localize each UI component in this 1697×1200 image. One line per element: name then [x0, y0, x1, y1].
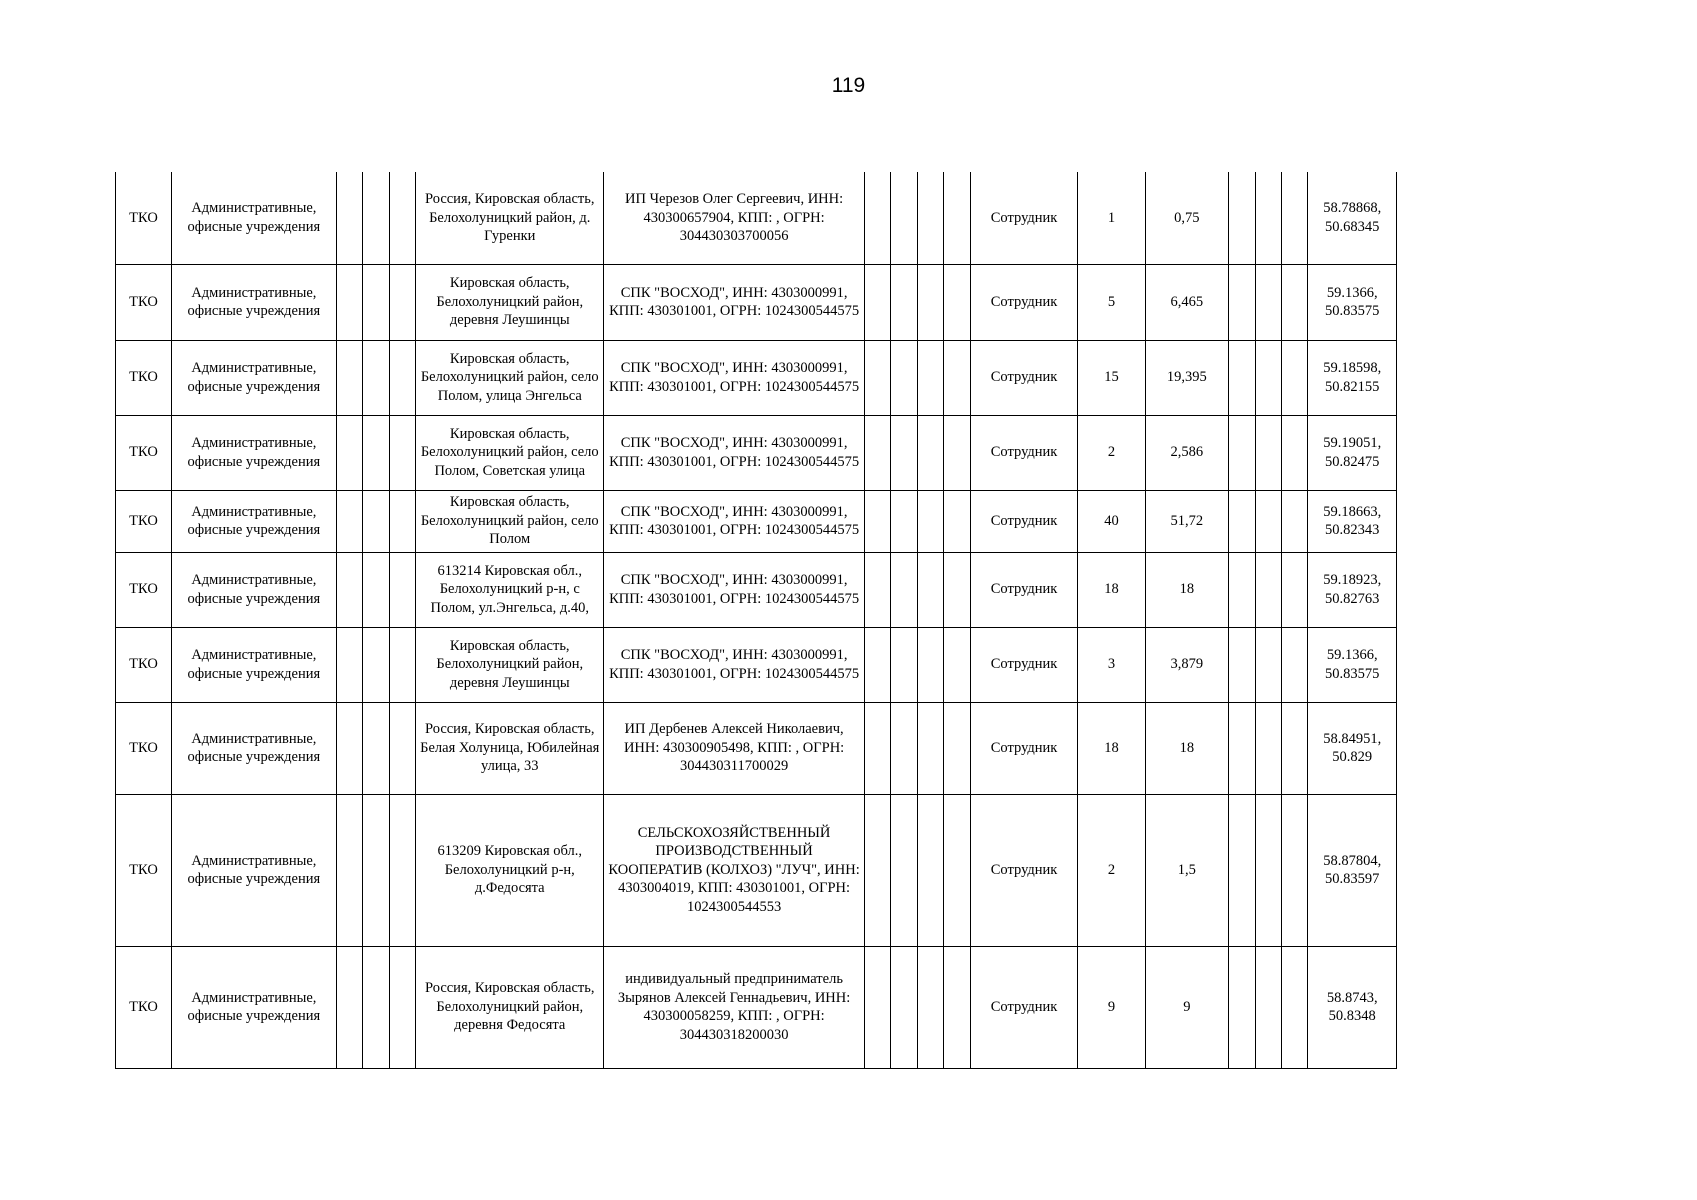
cell-empty: [336, 264, 362, 340]
cell-empty: [336, 627, 362, 702]
cell-empty: [944, 490, 970, 552]
cell-empty: [917, 340, 943, 415]
cell-empty: [917, 264, 943, 340]
cell-empty: [1255, 340, 1281, 415]
cell-empty: [864, 172, 890, 264]
cell-empty: [944, 946, 970, 1068]
cell-empty: [336, 552, 362, 627]
cell-empty: [336, 490, 362, 552]
cell-volume: 6,465: [1145, 264, 1228, 340]
cell-empty: [891, 340, 917, 415]
cell-empty: [336, 340, 362, 415]
cell-empty: [944, 340, 970, 415]
cell-owner: СПК "ВОСХОД", ИНН: 4303000991, КПП: 430301001, ОГРН: 1024300544575: [604, 627, 864, 702]
cell-unit: Сотрудник: [970, 552, 1078, 627]
cell-address: Кировская область, Белохолуницкий район, село Полом: [416, 490, 604, 552]
cell-empty: [1255, 264, 1281, 340]
cell-address: Россия, Кировская область, Белохолуницкий район, деревня Федосята: [416, 946, 604, 1068]
table-row: [116, 490, 1397, 552]
cell-empty: [917, 702, 943, 794]
cell-unit: Сотрудник: [970, 702, 1078, 794]
cell-empty: [864, 490, 890, 552]
cell-object-category: Административные, офисные учреждения: [171, 946, 336, 1068]
cell-empty: [864, 264, 890, 340]
cell-empty: [389, 552, 415, 627]
cell-address: 613209 Кировская обл., Белохолуницкий р-н, д.Федосята: [416, 794, 604, 946]
cell-quantity: 3: [1078, 627, 1145, 702]
cell-object-category: Административные, офисные учреждения: [171, 627, 336, 702]
cell-empty: [864, 946, 890, 1068]
cell-empty: [389, 946, 415, 1068]
cell-quantity: 15: [1078, 340, 1145, 415]
cell-empty: [944, 702, 970, 794]
cell-empty: [1281, 340, 1307, 415]
cell-waste-type: ТКО: [116, 415, 172, 490]
cell-volume: 9: [1145, 946, 1228, 1068]
cell-empty: [944, 415, 970, 490]
cell-empty: [389, 264, 415, 340]
cell-empty: [1281, 490, 1307, 552]
cell-empty: [1281, 552, 1307, 627]
cell-coordinates: 58.8743, 50.8348: [1308, 946, 1397, 1068]
cell-empty: [1229, 946, 1255, 1068]
cell-empty: [1229, 264, 1255, 340]
cell-empty: [1229, 490, 1255, 552]
cell-empty: [1229, 702, 1255, 794]
cell-address: Кировская область, Белохолуницкий район, село Полом, улица Энгельса: [416, 340, 604, 415]
cell-empty: [363, 415, 389, 490]
cell-empty: [891, 172, 917, 264]
cell-quantity: 2: [1078, 794, 1145, 946]
cell-address: 613214 Кировская обл., Белохолуницкий р-н, с Полом, ул.Энгельса, д.40,: [416, 552, 604, 627]
cell-empty: [363, 264, 389, 340]
cell-coordinates: 59.19051, 50.82475: [1308, 415, 1397, 490]
table-row: [116, 264, 1397, 340]
cell-empty: [1255, 794, 1281, 946]
table-row: [116, 415, 1397, 490]
cell-unit: Сотрудник: [970, 264, 1078, 340]
waste-register-table: [115, 172, 1397, 1069]
cell-object-category: Административные, офисные учреждения: [171, 340, 336, 415]
cell-empty: [864, 702, 890, 794]
cell-empty: [944, 627, 970, 702]
cell-waste-type: ТКО: [116, 340, 172, 415]
cell-quantity: 18: [1078, 702, 1145, 794]
cell-coordinates: 59.1366, 50.83575: [1308, 627, 1397, 702]
cell-waste-type: ТКО: [116, 264, 172, 340]
cell-address: Россия, Кировская область, Белохолуницкий район, д. Гуренки: [416, 172, 604, 264]
cell-owner: индивидуальный предприниматель Зырянов Алексей Геннадьевич, ИНН: 430300058259, КПП: , ОГРН: 304430318200030: [604, 946, 864, 1068]
cell-volume: 19,395: [1145, 340, 1228, 415]
table-body: [116, 172, 1397, 1068]
cell-empty: [1281, 415, 1307, 490]
cell-unit: Сотрудник: [970, 415, 1078, 490]
table-row: [116, 794, 1397, 946]
cell-empty: [363, 172, 389, 264]
cell-empty: [917, 627, 943, 702]
cell-empty: [389, 415, 415, 490]
cell-object-category: Административные, офисные учреждения: [171, 552, 336, 627]
cell-volume: 1,5: [1145, 794, 1228, 946]
cell-empty: [336, 702, 362, 794]
cell-volume: 3,879: [1145, 627, 1228, 702]
cell-owner: СПК "ВОСХОД", ИНН: 4303000991, КПП: 430301001, ОГРН: 1024300544575: [604, 264, 864, 340]
cell-quantity: 18: [1078, 552, 1145, 627]
cell-waste-type: ТКО: [116, 172, 172, 264]
cell-waste-type: ТКО: [116, 702, 172, 794]
cell-object-category: Административные, офисные учреждения: [171, 415, 336, 490]
cell-empty: [891, 946, 917, 1068]
cell-empty: [363, 794, 389, 946]
cell-coordinates: 59.1366, 50.83575: [1308, 264, 1397, 340]
cell-empty: [1255, 490, 1281, 552]
cell-empty: [917, 490, 943, 552]
cell-volume: 18: [1145, 552, 1228, 627]
cell-empty: [891, 490, 917, 552]
cell-empty: [944, 264, 970, 340]
cell-empty: [1255, 172, 1281, 264]
cell-empty: [891, 702, 917, 794]
cell-empty: [1255, 552, 1281, 627]
cell-quantity: 2: [1078, 415, 1145, 490]
cell-empty: [1229, 627, 1255, 702]
cell-volume: 2,586: [1145, 415, 1228, 490]
cell-coordinates: 59.18598, 50.82155: [1308, 340, 1397, 415]
cell-empty: [389, 172, 415, 264]
cell-object-category: Административные, офисные учреждения: [171, 794, 336, 946]
cell-empty: [1281, 794, 1307, 946]
cell-empty: [336, 794, 362, 946]
cell-empty: [891, 794, 917, 946]
cell-volume: 51,72: [1145, 490, 1228, 552]
cell-empty: [389, 794, 415, 946]
cell-empty: [1255, 415, 1281, 490]
cell-owner: СПК "ВОСХОД", ИНН: 4303000991, КПП: 430301001, ОГРН: 1024300544575: [604, 552, 864, 627]
cell-waste-type: ТКО: [116, 794, 172, 946]
cell-unit: Сотрудник: [970, 946, 1078, 1068]
cell-empty: [336, 415, 362, 490]
cell-address: Кировская область, Белохолуницкий район, деревня Леушинцы: [416, 627, 604, 702]
cell-empty: [864, 340, 890, 415]
cell-object-category: Административные, офисные учреждения: [171, 490, 336, 552]
cell-coordinates: 58.87804, 50.83597: [1308, 794, 1397, 946]
cell-unit: Сотрудник: [970, 340, 1078, 415]
cell-unit: Сотрудник: [970, 794, 1078, 946]
cell-empty: [1281, 702, 1307, 794]
cell-address: Кировская область, Белохолуницкий район, деревня Леушинцы: [416, 264, 604, 340]
cell-empty: [944, 172, 970, 264]
cell-address: Кировская область, Белохолуницкий район, село Полом, Советская улица: [416, 415, 604, 490]
cell-unit: Сотрудник: [970, 172, 1078, 264]
cell-owner: СПК "ВОСХОД", ИНН: 4303000991, КПП: 430301001, ОГРН: 1024300544575: [604, 340, 864, 415]
cell-unit: Сотрудник: [970, 490, 1078, 552]
cell-owner: СПК "ВОСХОД", ИНН: 4303000991, КПП: 430301001, ОГРН: 1024300544575: [604, 490, 864, 552]
cell-waste-type: ТКО: [116, 627, 172, 702]
cell-empty: [1229, 340, 1255, 415]
table-row: [116, 946, 1397, 1068]
cell-empty: [917, 172, 943, 264]
table-row: [116, 702, 1397, 794]
cell-empty: [891, 264, 917, 340]
cell-volume: 18: [1145, 702, 1228, 794]
cell-empty: [363, 490, 389, 552]
cell-empty: [363, 946, 389, 1068]
cell-quantity: 5: [1078, 264, 1145, 340]
cell-quantity: 40: [1078, 490, 1145, 552]
cell-empty: [363, 702, 389, 794]
cell-empty: [917, 415, 943, 490]
cell-empty: [891, 415, 917, 490]
cell-coordinates: 58.78868, 50.68345: [1308, 172, 1397, 264]
cell-empty: [389, 627, 415, 702]
cell-waste-type: ТКО: [116, 946, 172, 1068]
cell-coordinates: 59.18923, 50.82763: [1308, 552, 1397, 627]
cell-empty: [944, 794, 970, 946]
cell-empty: [1281, 627, 1307, 702]
cell-coordinates: 58.84951, 50.829: [1308, 702, 1397, 794]
cell-empty: [1281, 264, 1307, 340]
cell-empty: [1229, 172, 1255, 264]
cell-empty: [389, 340, 415, 415]
table-row: [116, 340, 1397, 415]
cell-empty: [864, 415, 890, 490]
cell-object-category: Административные, офисные учреждения: [171, 172, 336, 264]
cell-empty: [864, 627, 890, 702]
cell-empty: [917, 794, 943, 946]
cell-empty: [1229, 415, 1255, 490]
cell-empty: [864, 552, 890, 627]
cell-waste-type: ТКО: [116, 490, 172, 552]
cell-quantity: 9: [1078, 946, 1145, 1068]
cell-address: Россия, Кировская область, Белая Холуница, Юбилейная улица, 33: [416, 702, 604, 794]
table-row: [116, 172, 1397, 264]
cell-empty: [944, 552, 970, 627]
cell-empty: [1255, 702, 1281, 794]
cell-empty: [336, 172, 362, 264]
cell-empty: [1281, 172, 1307, 264]
page-number: 119: [831, 74, 866, 97]
cell-empty: [917, 552, 943, 627]
table-row: [116, 627, 1397, 702]
cell-object-category: Административные, офисные учреждения: [171, 702, 336, 794]
cell-empty: [1229, 552, 1255, 627]
cell-empty: [389, 490, 415, 552]
cell-object-category: Административные, офисные учреждения: [171, 264, 336, 340]
cell-empty: [1255, 627, 1281, 702]
cell-owner: ИП Дербенев Алексей Николаевич, ИНН: 430300905498, КПП: , ОГРН: 304430311700029: [604, 702, 864, 794]
table-row: [116, 552, 1397, 627]
cell-unit: Сотрудник: [970, 627, 1078, 702]
cell-empty: [864, 794, 890, 946]
cell-owner: ИП Черезов Олег Сергеевич, ИНН: 430300657904, КПП: , ОГРН: 304430303700056: [604, 172, 864, 264]
cell-empty: [363, 627, 389, 702]
cell-empty: [1281, 946, 1307, 1068]
cell-empty: [363, 552, 389, 627]
cell-empty: [336, 946, 362, 1068]
cell-empty: [363, 340, 389, 415]
cell-quantity: 1: [1078, 172, 1145, 264]
cell-owner: СПК "ВОСХОД", ИНН: 4303000991, КПП: 430301001, ОГРН: 1024300544575: [604, 415, 864, 490]
cell-coordinates: 59.18663, 50.82343: [1308, 490, 1397, 552]
cell-empty: [1229, 794, 1255, 946]
cell-owner: СЕЛЬСКОХОЗЯЙСТВЕННЫЙ ПРОИЗВОДСТВЕННЫЙ КООПЕРАТИВ (КОЛХОЗ) "ЛУЧ", ИНН: 4303004019, КПП: 430301001, ОГРН: 1024300544553: [604, 794, 864, 946]
cell-empty: [389, 702, 415, 794]
cell-empty: [917, 946, 943, 1068]
cell-empty: [1255, 946, 1281, 1068]
cell-waste-type: ТКО: [116, 552, 172, 627]
cell-empty: [891, 552, 917, 627]
cell-volume: 0,75: [1145, 172, 1228, 264]
cell-empty: [891, 627, 917, 702]
